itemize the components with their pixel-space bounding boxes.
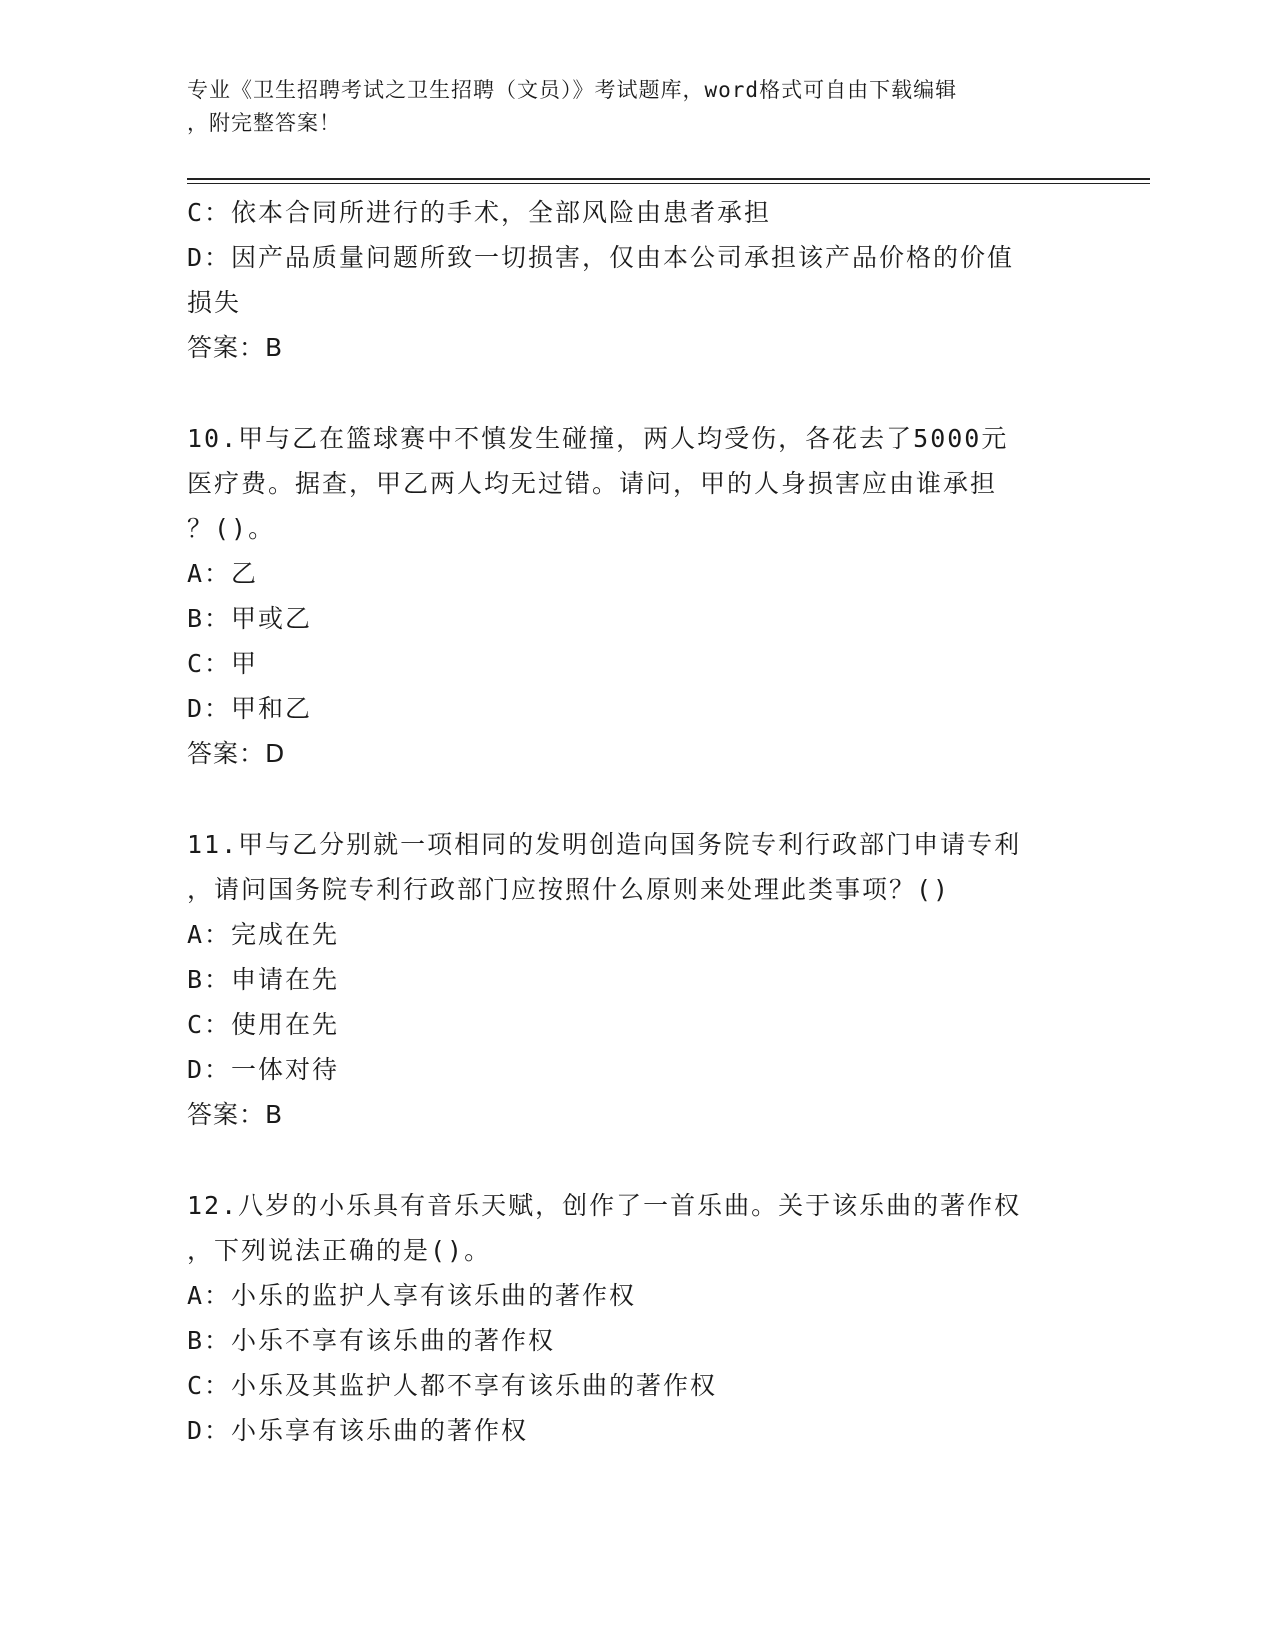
option-d: D：小乐享有该乐曲的著作权 [187,1416,529,1445]
question-text-line: 10.甲与乙在篮球赛中不慎发生碰撞，两人均受伤，各花去了5000元 [187,424,1009,453]
option-c: C：小乐及其监护人都不享有该乐曲的著作权 [187,1371,718,1400]
answer: 答案：B [187,1100,284,1129]
option-d-line-1: D：因产品质量问题所致一切损害，仅由本公司承担该产品价格的价值 [187,243,1015,272]
option-a: A：乙 [187,559,259,588]
option-a: A：完成在先 [187,920,340,949]
question-text-line: 12.八岁的小乐具有音乐天赋，创作了一首乐曲。关于该乐曲的著作权 [187,1191,1022,1220]
option-c: C：依本合同所进行的手术，全部风险由患者承担 [187,198,772,227]
option-b: B：申请在先 [187,965,340,994]
option-d-line-2: 损失 [187,288,242,317]
header-line-1: 专业《卫生招聘考试之卫生招聘（文员）》考试题库，word格式可自由下载编辑 [187,78,958,102]
header-rule-top [187,178,1150,180]
answer: 答案：B [187,333,284,362]
page-header [187,74,1067,140]
option-b: B：甲或乙 [187,604,313,633]
question-12 [187,1183,1077,1453]
header-rule-bottom [187,183,1150,184]
question-11 [187,822,1077,1137]
question-text-line: ，下列说法正确的是()。 [187,1236,492,1265]
option-a: A：小乐的监护人享有该乐曲的著作权 [187,1281,637,1310]
option-d: D：一体对待 [187,1055,340,1084]
continued-question [187,190,1077,370]
option-c: C：使用在先 [187,1010,340,1039]
option-c: C：甲 [187,649,259,678]
question-10 [187,416,1077,776]
question-text-line: 11.甲与乙分别就一项相同的发明创造向国务院专利行政部门申请专利 [187,830,1022,859]
question-text-line: ？()。 [187,514,276,543]
question-text-line: 医疗费。据查，甲乙两人均无过错。请问，甲的人身损害应由谁承担 [187,469,998,498]
option-d: D：甲和乙 [187,694,313,723]
answer: 答案：D [187,739,286,768]
question-text-line: ，请问国务院专利行政部门应按照什么原则来处理此类事项？() [187,875,951,904]
header-line-2: ，附完整答案！ [187,111,341,135]
option-b: B：小乐不享有该乐曲的著作权 [187,1326,556,1355]
document-body [187,190,1077,1453]
